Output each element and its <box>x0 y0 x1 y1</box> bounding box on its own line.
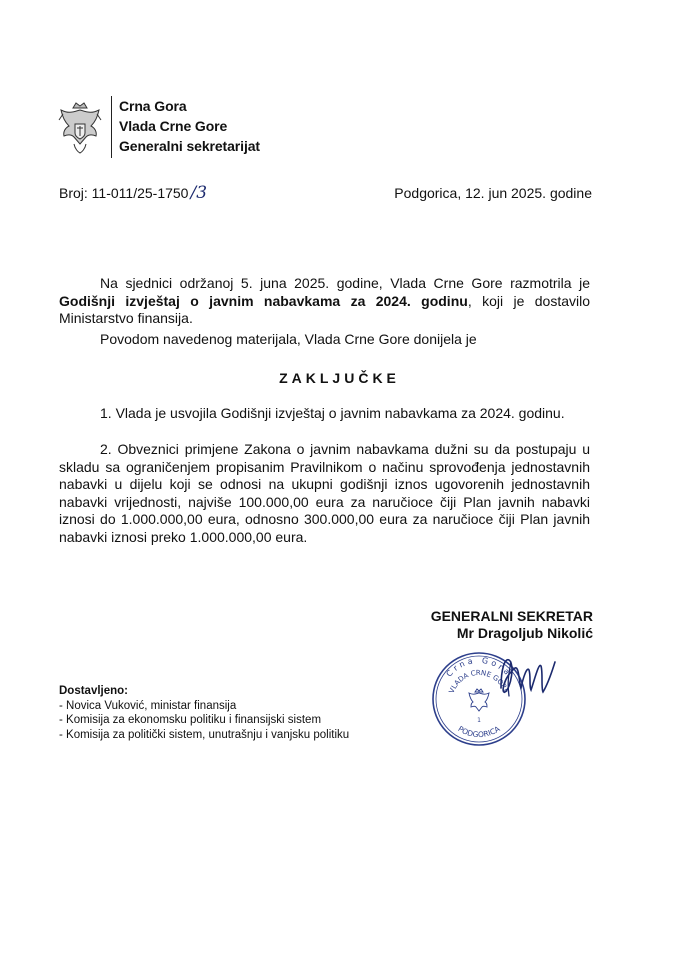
conclusion-item <box>59 441 590 546</box>
distribution-list <box>59 684 349 742</box>
conclusions-title: ZAKLJUČKE <box>279 370 400 386</box>
intro-text-1: Na sjednici održanoj 5. juna 2025. godine, Vlada Crne Gore razmotrila je <box>100 275 590 291</box>
handwritten-signature <box>495 648 575 708</box>
header-divider <box>111 96 112 158</box>
government-name: Vlada Crne Gore <box>119 118 228 134</box>
intro-paragraph <box>59 275 590 328</box>
stamp-middle-text: VLADA CRNE GORE <box>447 668 511 695</box>
intro-text-2: , koji je dostavilo Ministarstvo finansija. <box>59 292 591 326</box>
document-number-text: Broj: 11-011/25-1750 <box>59 185 189 201</box>
stamp-bottom-text: PODGORICA <box>456 724 502 740</box>
conclusion-item <box>59 405 590 423</box>
report-title: Godišnji izvještaj o javnim nabavkama za 2024. godinu <box>59 292 468 309</box>
intro2-text: Povodom navedenog materijala, Vlada Crne Gore donijela je <box>100 331 477 347</box>
stamp-top-text: Crna Gora <box>444 655 514 679</box>
signature-block <box>431 608 593 642</box>
signatory-title: GENERALNI SEKRETAR <box>430 608 593 624</box>
coat-of-arms-icon <box>55 100 105 156</box>
country-name: Crna Gora <box>119 98 187 114</box>
distribution-item: - Komisija za ekonomsku politiku i finansijski sistem <box>59 714 322 726</box>
stamp-number: 1 <box>477 717 481 724</box>
distribution-item: - Novica Vuković, ministar finansija <box>59 699 237 712</box>
signatory-name: Mr Dragoljub Nikolić <box>456 625 593 641</box>
document-number <box>59 183 207 203</box>
place-and-date: Podgorica, 12. jun 2025. godine <box>394 185 592 201</box>
handwritten-number-suffix: /3 <box>190 183 208 203</box>
intro-paragraph-2 <box>59 331 590 349</box>
distribution-item: - Komisija za politički sistem, unutrašnju i vanjsku politiku <box>59 728 350 741</box>
conclusion-1-text: 1. Vlada je usvojila Godišnji izvještaj o javnim nabavkama za 2024. godinu. <box>100 405 565 421</box>
institution-header <box>119 96 260 156</box>
office-name: Generalni sekretarijat <box>119 138 260 154</box>
svg-text:PODGORICA <box>456 724 502 739</box>
stamp-crest-icon <box>469 689 489 711</box>
distribution-heading: Dostavljeno: <box>59 685 129 697</box>
conclusion-2-text: 2. Obveznici primjene Zakona o javnim nabavkama dužni su da postupaju u skladu sa ograničenjem propisanim Pravilnikom o načinu sprovođenja jednostavnih nabavki u dijelu koji se odnosi na ukupni godišnji iznos ugovorenih jednostavnih nabavki vrijednosti, najviše 100.000,00 eura za naručioce čiji Plan javnih nabavki iznosi do 1.000.000,00 eura, odnosno 300.000,00 eura za naručioce čiji Plan javnih nabavki iznosi preko 1.000.000,00 eura. <box>59 441 590 545</box>
